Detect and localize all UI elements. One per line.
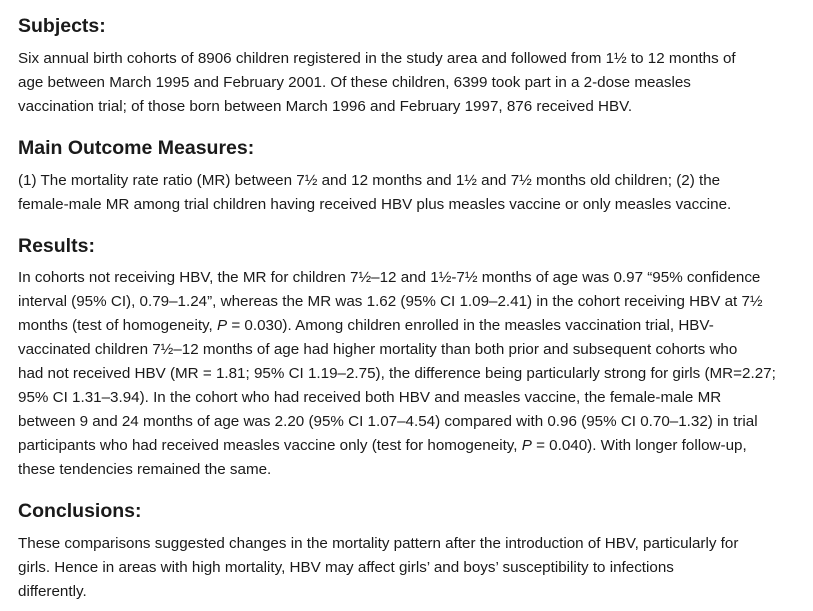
text-line: between 9 and 24 months of age was 2.20 (95% CI 1.07–4.54) compared with 0.96 (95% CI 0.70–1.32) in trial — [18, 413, 758, 430]
text-line: vaccination trial; of those born between March 1996 and February 1997, 876 received HBV. — [18, 98, 633, 115]
text-run: = 0.030). Among children enrolled in the measles vaccination trial, HBV- — [227, 317, 714, 334]
section-text-subjects — [18, 47, 736, 119]
text-line — [18, 434, 776, 458]
section-results — [18, 234, 776, 482]
text-line: vaccinated children 7½–12 months of age had higher mortality than both prior and subsequent cohorts who — [18, 341, 738, 358]
text-line: differently. — [18, 583, 87, 600]
text-line: interval (95% CI), 0.79–1.24”, whereas the MR was 1.62 (95% CI 1.09–2.41) in the cohort receiving HBV at 7½ — [18, 293, 763, 310]
text-run: = 0.040). With longer follow-up, — [531, 437, 747, 454]
text-line: girls. Hence in areas with high mortality, HBV may affect girls’ and boys’ susceptibility to infections — [18, 559, 674, 576]
section-heading-subjects: Subjects: — [18, 15, 106, 37]
section-text-conclusions — [18, 532, 738, 604]
text-line: female-male MR among trial children having received HBV plus measles vaccine or only measles vaccine. — [18, 196, 732, 213]
text-line — [18, 314, 776, 338]
section-text-main-outcome-measures — [18, 169, 731, 217]
section-text-results — [18, 266, 776, 482]
section-heading-conclusions: Conclusions: — [18, 500, 142, 522]
section-main-outcome-measures — [18, 136, 731, 217]
section-heading-results: Results: — [18, 235, 95, 257]
text-line: 95% CI 1.31–3.94). In the cohort who had received both HBV and measles vaccine, the female-male MR — [18, 389, 722, 406]
text-line: (1) The mortality rate ratio (MR) between 7½ and 12 months and 1½ and 7½ months old children; (2) the — [18, 172, 721, 189]
text-line: These comparisons suggested changes in the mortality pattern after the introduction of HBV, particularly for — [18, 535, 739, 552]
section-subjects — [18, 14, 736, 119]
text-line: age between March 1995 and February 2001. Of these children, 6399 took part in a 2-dose measles — [18, 74, 691, 91]
p-value-symbol: P — [216, 317, 228, 334]
text-line: In cohorts not receiving HBV, the MR for children 7½–12 and 1½-7½ months of age was 0.97 “95% confidence — [18, 269, 761, 286]
text-run: participants who had received measles vaccine only (test for homogeneity, — [18, 437, 522, 454]
section-conclusions — [18, 499, 738, 604]
section-heading-main-outcome-measures: Main Outcome Measures: — [18, 137, 255, 159]
text-line: had not received HBV (MR = 1.81; 95% CI 1.19–2.75), the difference being particularly strong for girls (MR=2.27; — [18, 365, 776, 382]
text-line: these tendencies remained the same. — [18, 461, 272, 478]
text-run: months (test of homogeneity, — [18, 317, 217, 334]
p-value-symbol: P — [521, 437, 532, 454]
text-line: Six annual birth cohorts of 8906 children registered in the study area and followed from 1½ to 12 months of — [18, 50, 736, 67]
